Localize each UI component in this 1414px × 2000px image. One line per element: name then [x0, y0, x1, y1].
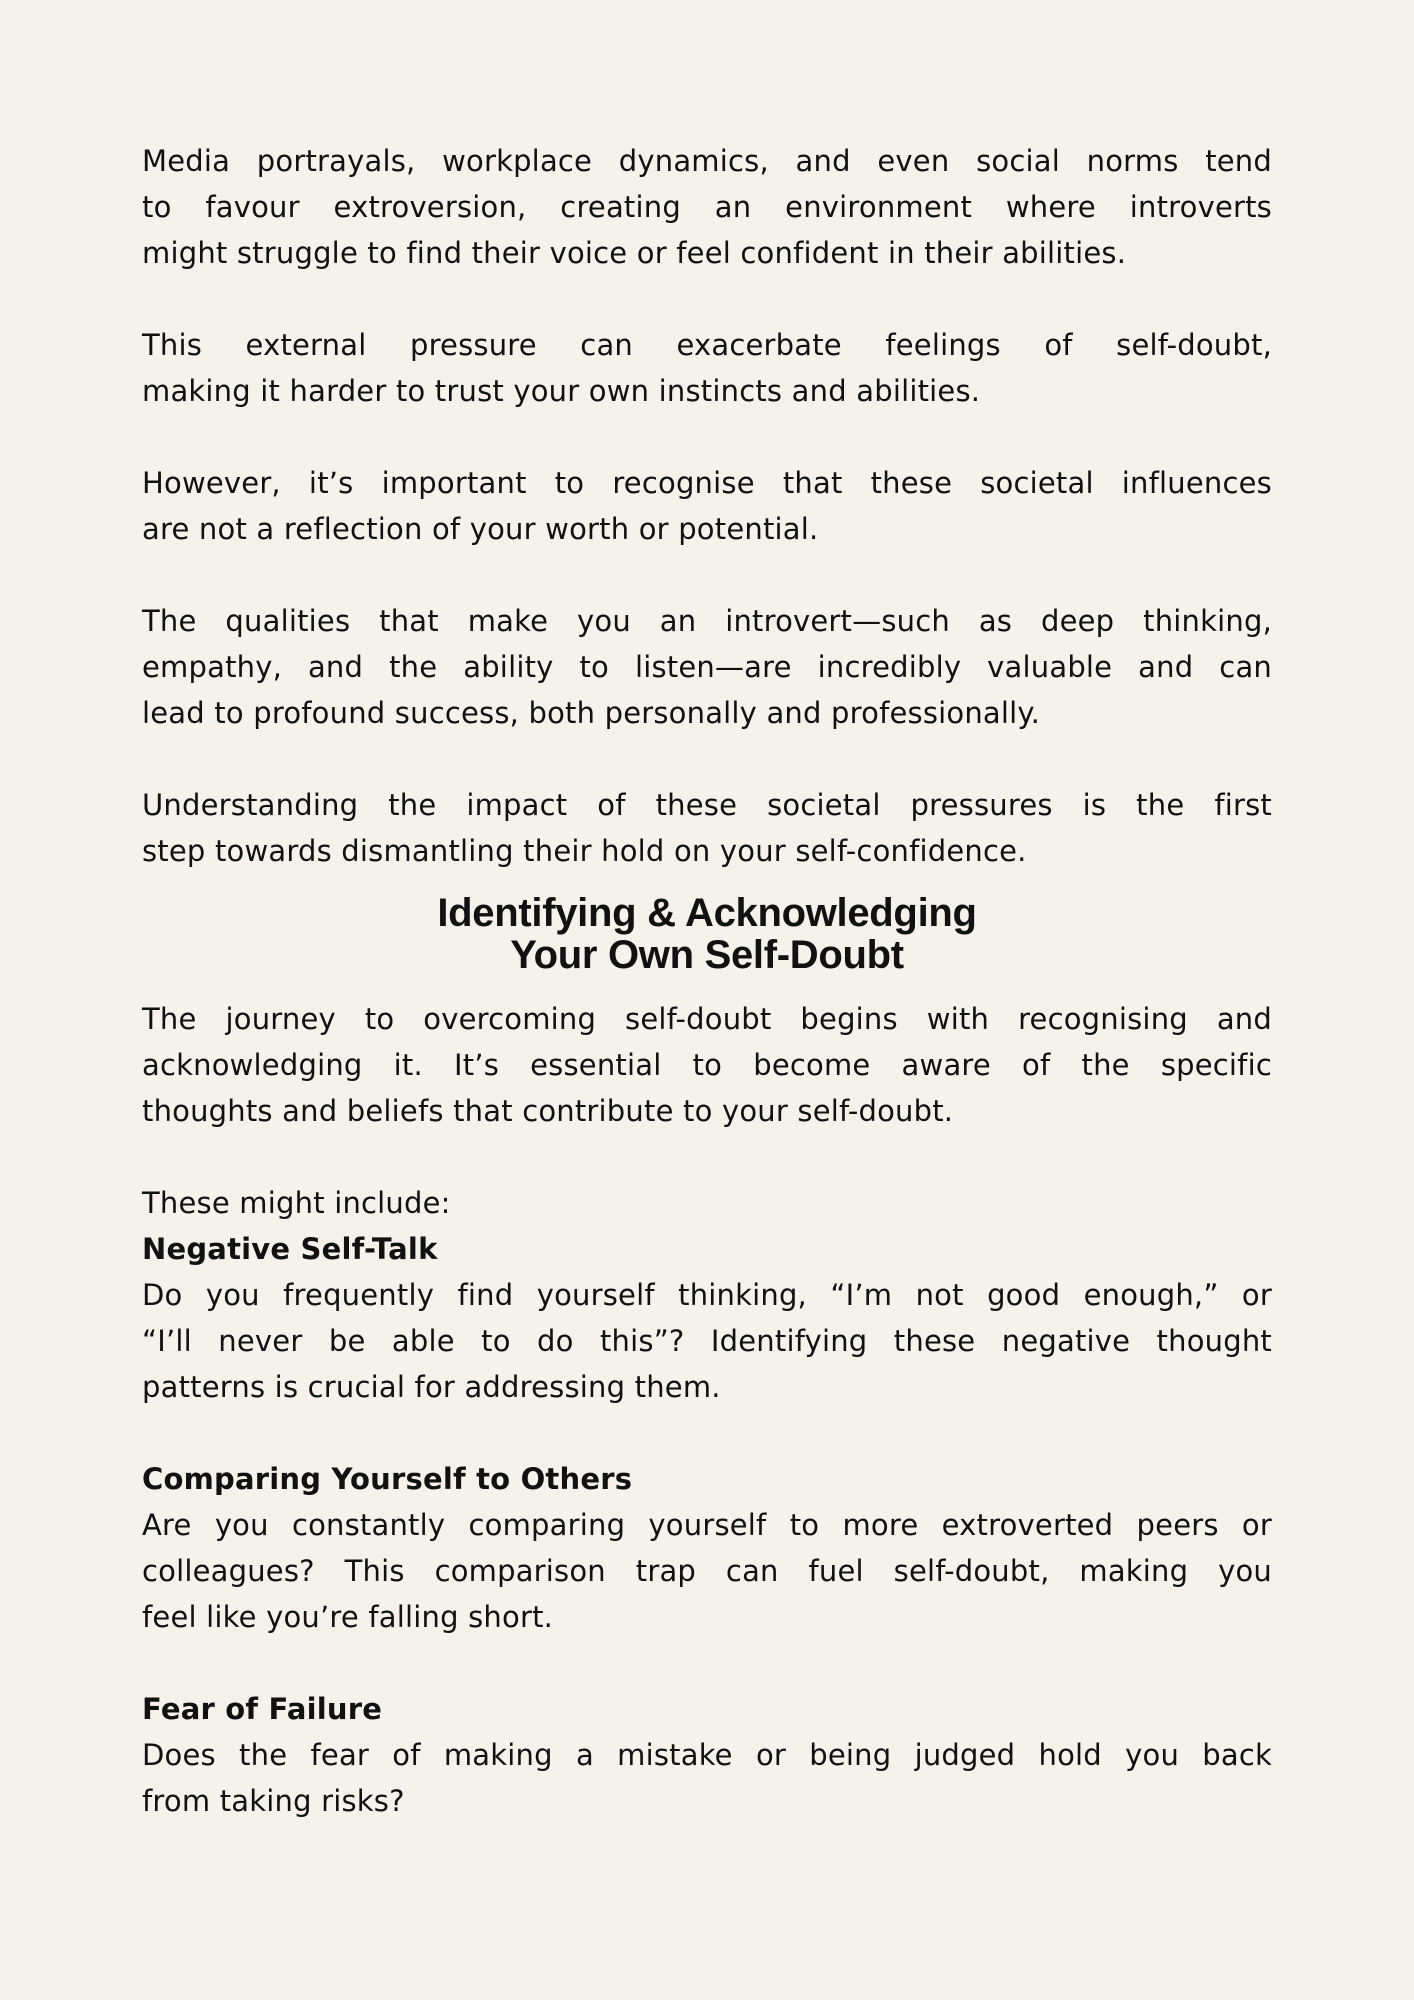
text-line: “I’ll never be able to do this”? Identifying these negative thought	[142, 1324, 1272, 1358]
paragraph-spacer	[142, 736, 1272, 782]
paragraph-external-pressure	[142, 322, 1272, 414]
text-line: acknowledging it. It’s essential to become aware of the specific	[142, 1048, 1272, 1082]
paragraph-spacer	[142, 414, 1272, 460]
text-line: empathy, and the ability to listen—are incredibly valuable and can	[142, 650, 1272, 684]
item-title: Fear of Failure	[142, 1692, 383, 1726]
paragraph-understanding	[142, 782, 1272, 874]
text-line: The journey to overcoming self-doubt begins with recognising and	[142, 1002, 1272, 1036]
text-line: colleagues? This comparison trap can fuel self-doubt, making you	[142, 1554, 1272, 1588]
list-item-comparing-yourself	[142, 1456, 1272, 1640]
text-line: Do you frequently find yourself thinking, “I’m not good enough,” or	[142, 1278, 1272, 1312]
section-heading-line-2: Your Own Self-Doubt	[510, 933, 904, 977]
paragraph-spacer	[142, 1410, 1272, 1456]
item-title: Comparing Yourself to Others	[142, 1462, 633, 1496]
list-lead: These might include:	[142, 1186, 451, 1220]
text-line: from taking risks?	[142, 1784, 405, 1818]
paragraph-spacer	[142, 1134, 1272, 1180]
text-line: The qualities that make you an introvert—such as deep thinking,	[142, 604, 1272, 638]
section-heading	[142, 892, 1272, 976]
text-line: Does the fear of making a mistake or being judged hold you back	[142, 1738, 1272, 1772]
text-line: feel like you’re falling short.	[142, 1600, 554, 1634]
text-line: to favour extroversion, creating an environment where introverts	[142, 190, 1272, 224]
text-line: are not a reflection of your worth or potential.	[142, 512, 819, 546]
text-line: step towards dismantling their hold on your self-confidence.	[142, 834, 1027, 868]
section-heading-line-1: Identifying & Acknowledging	[437, 891, 977, 935]
paragraph-however	[142, 460, 1272, 552]
text-line: This external pressure can exacerbate feelings of self-doubt,	[142, 328, 1272, 362]
document-page	[142, 138, 1272, 1824]
text-line: making it harder to trust your own instincts and abilities.	[142, 374, 981, 408]
list-item-fear-of-failure	[142, 1686, 1272, 1824]
text-line: might struggle to find their voice or feel confident in their abilities.	[142, 236, 1127, 270]
text-line: Media portrayals, workplace dynamics, and even social norms tend	[142, 144, 1272, 178]
text-line: However, it’s important to recognise that these societal influences	[142, 466, 1272, 500]
paragraph-spacer	[142, 1640, 1272, 1686]
text-line: patterns is crucial for addressing them.	[142, 1370, 721, 1404]
text-line: Are you constantly comparing yourself to more extroverted peers or	[142, 1508, 1272, 1542]
paragraph-spacer	[142, 276, 1272, 322]
paragraph-media-portrayals	[142, 138, 1272, 276]
item-title: Negative Self-Talk	[142, 1232, 438, 1266]
text-line: lead to profound success, both personally and professionally.	[142, 696, 1041, 730]
text-line: thoughts and beliefs that contribute to your self-doubt.	[142, 1094, 954, 1128]
text-line: Understanding the impact of these societal pressures is the first	[142, 788, 1272, 822]
paragraph-journey	[142, 996, 1272, 1134]
paragraph-spacer	[142, 552, 1272, 598]
paragraph-qualities	[142, 598, 1272, 736]
list-item-negative-self-talk	[142, 1226, 1272, 1410]
